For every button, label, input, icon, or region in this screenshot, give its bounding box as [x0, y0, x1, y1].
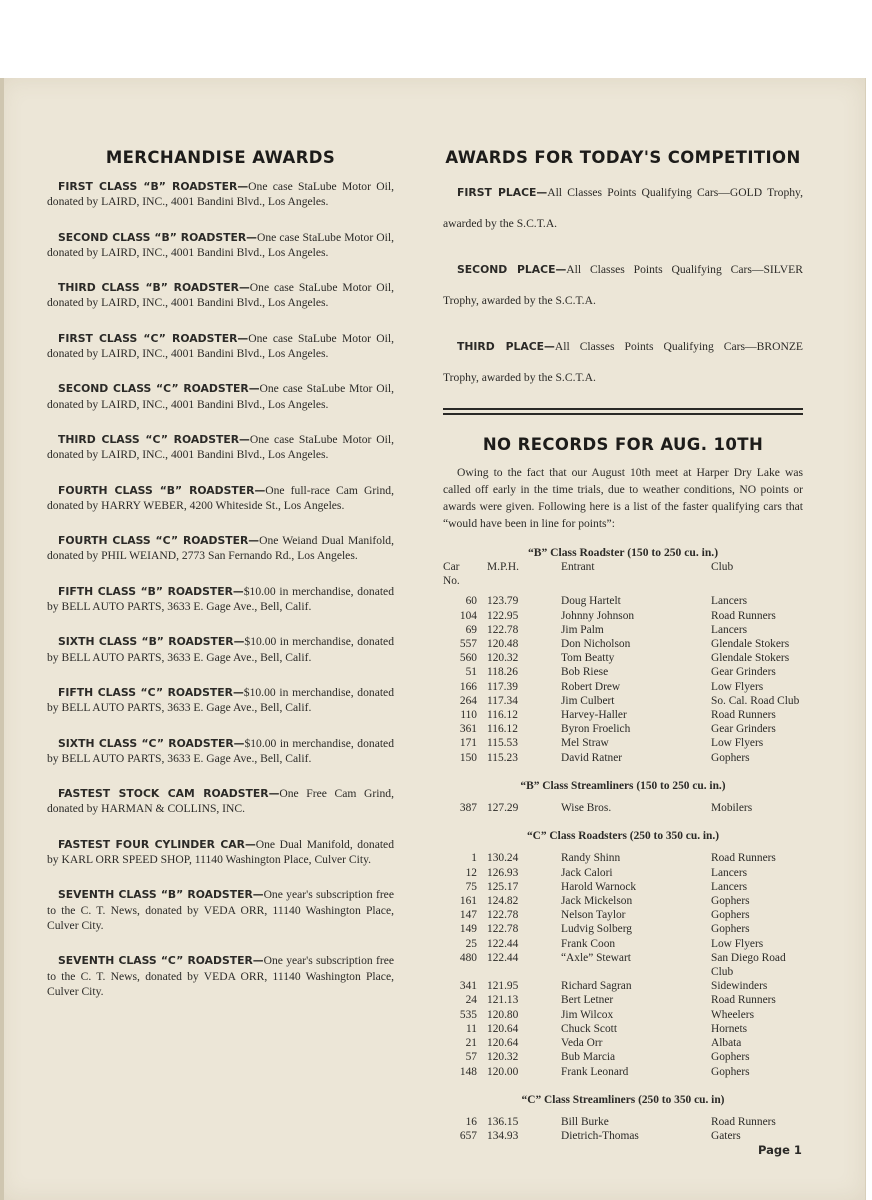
double-rule-divider	[443, 408, 803, 415]
award-entry	[47, 381, 394, 412]
entrant-name: Jack Calori	[561, 866, 613, 879]
car-number: 341	[459, 980, 477, 993]
car-number: 147	[459, 909, 477, 922]
award-entry	[47, 786, 394, 817]
table-row	[443, 937, 803, 951]
mph-value: 122.78	[487, 909, 519, 922]
award-title: FIFTH CLASS “B” ROADSTER—	[58, 584, 244, 598]
club-name: Gear Grinders	[711, 666, 776, 679]
entrant-name: Harold Warnock	[561, 880, 637, 893]
award-title: SIXTH CLASS “B” ROADSTER—	[58, 635, 245, 649]
award-title: SEVENTH CLASS “C” ROADSTER—	[58, 954, 264, 968]
award-description: One Dual Manifold, donated by KARL ORR SPEED SHOP, 11140 Washington Place, Culver City.	[47, 837, 395, 867]
records-intro: Owing to the fact that our August 10th meet at Harper Dry Lake was called off early in the time trials, due to weather conditions, NO points or awards were given. Following here is a list of the faster qualifying cars that “would have been in line for points”:	[443, 466, 803, 530]
entrant-name: Frank Leonard	[561, 1065, 629, 1078]
club-name: Lancers	[711, 595, 748, 608]
mph-value: 120.48	[487, 638, 519, 651]
col-header-club: Club	[711, 561, 734, 573]
club-name: Mobilers	[711, 802, 753, 815]
entrant-name: Bill Burke	[561, 1115, 609, 1128]
award-title: SIXTH CLASS “C” ROADSTER—	[58, 736, 245, 750]
club-name: Glendale Stokers	[711, 638, 790, 651]
car-number: 110	[460, 709, 477, 722]
club-name: Road Runners	[711, 1115, 776, 1128]
award-entry	[47, 331, 394, 362]
club-name: So. Cal. Road Club	[711, 694, 800, 707]
table-row	[443, 680, 803, 694]
car-number: 560	[459, 652, 477, 665]
table-row	[443, 665, 803, 679]
car-number: 75	[465, 880, 477, 893]
table-row	[443, 801, 803, 815]
car-number: 361	[459, 723, 477, 736]
award-title: FIRST PLACE—	[457, 186, 548, 199]
mph-value: 120.64	[487, 1037, 519, 1050]
table-row	[443, 908, 803, 922]
car-number: 161	[459, 895, 477, 908]
car-number: 51	[465, 666, 477, 679]
entrant-name: Veda Orr	[561, 1037, 603, 1050]
club-name: Road Runners	[711, 709, 776, 722]
entrant-name: Harvey-Haller	[561, 709, 627, 722]
club-name: Gophers	[711, 751, 750, 764]
mph-value: 127.29	[487, 802, 519, 815]
award-entry	[47, 634, 394, 665]
award-entry	[47, 230, 394, 261]
entrant-name: Tom Beatty	[561, 652, 615, 665]
table-row	[443, 594, 803, 608]
table-row	[443, 894, 803, 908]
col-header-car: Car	[443, 561, 460, 573]
award-entry	[47, 837, 394, 868]
section-title-row	[443, 1079, 803, 1115]
table-row	[443, 1050, 803, 1064]
car-number: 1	[471, 852, 477, 865]
award-description: One Weiand Dual Manifold, donated by PHIL WEIAND, 2773 San Fernando Rd., Los Angeles.	[47, 534, 394, 563]
award-entry	[47, 953, 394, 999]
mph-value: 126.93	[487, 866, 519, 879]
car-number: 104	[459, 609, 477, 622]
club-name: Glendale Stokers	[711, 652, 790, 665]
car-number: 60	[465, 595, 477, 608]
award-description: All Classes Points Qualifying Cars—BRONZE Trophy, awarded by the S.C.T.A.	[443, 340, 804, 384]
table-row	[443, 736, 803, 750]
table-row	[443, 722, 803, 736]
car-number: 24	[465, 994, 477, 1007]
car-number: 25	[465, 937, 477, 950]
entrant-name: Jim Wilcox	[561, 1008, 614, 1021]
table-header-row	[443, 560, 803, 594]
mph-value: 130.24	[487, 852, 519, 865]
mph-value: 118.26	[487, 666, 518, 679]
competition-awards-heading: AWARDS FOR TODAY'S COMPETITION	[445, 148, 801, 167]
award-entry	[47, 533, 394, 564]
table-row	[443, 751, 803, 765]
entrant-name: Byron Froelich	[561, 723, 631, 736]
club-name: Gaters	[711, 1130, 741, 1143]
mph-value: 120.00	[487, 1065, 519, 1078]
merchandise-awards-list	[47, 179, 394, 999]
award-entry	[443, 254, 803, 316]
car-number: 657	[459, 1130, 477, 1143]
merchandise-awards-column	[47, 148, 394, 1019]
entrant-name: David Ratner	[561, 751, 623, 764]
award-title: THIRD CLASS “B” ROADSTER—	[58, 281, 250, 295]
entrant-name: “Axle” Stewart	[561, 951, 631, 964]
club-name: Road Runners	[711, 852, 776, 865]
award-entry	[47, 280, 394, 311]
table-row	[443, 866, 803, 880]
award-description: One year's subscription free to the C. T. News, donated by VEDA ORR, 11140 Washington Place, Culver City.	[47, 954, 394, 998]
award-title: FIRST CLASS “C” ROADSTER—	[58, 331, 249, 345]
mph-value: 123.79	[487, 595, 519, 608]
table-row	[443, 1036, 803, 1050]
club-name: Gophers	[711, 1051, 750, 1064]
award-description: $10.00 in merchandise, donated by BELL AUTO PARTS, 3633 E. Gage Ave., Bell, Calif.	[47, 685, 394, 715]
car-number: 57	[465, 1051, 477, 1064]
award-title: THIRD PLACE—	[457, 340, 555, 353]
mph-value: 122.44	[487, 937, 519, 950]
merchandise-awards-heading: MERCHANDISE AWARDS	[105, 148, 336, 167]
club-name: Low Flyers	[711, 937, 764, 950]
entrant-name: Frank Coon	[561, 937, 616, 950]
club-name: Wheelers	[711, 1008, 755, 1021]
mph-value: 120.64	[487, 1022, 519, 1035]
award-entry	[47, 685, 394, 716]
mph-value: 117.34	[487, 694, 518, 707]
mph-value: 115.23	[487, 751, 518, 764]
entrant-name: Doug Hartelt	[561, 595, 621, 608]
col-header-car-no	[443, 560, 485, 594]
table-row	[443, 651, 803, 665]
award-entry	[443, 177, 803, 239]
award-title: FASTEST FOUR CYLINDER CAR—	[58, 837, 256, 851]
club-name: Lancers	[711, 623, 748, 636]
entrant-name: Chuck Scott	[561, 1022, 618, 1035]
award-description: One year's subscription free to the C. T. News, donated by VEDA ORR, 11140 Washington Place, Culver City.	[47, 888, 394, 932]
award-entry	[47, 736, 394, 767]
award-title: FOURTH CLASS “C” ROADSTER—	[58, 534, 260, 548]
award-title: SECOND CLASS “B” ROADSTER—	[58, 230, 257, 244]
section-title: “C” Class Roadsters (250 to 350 cu. in.)	[526, 830, 720, 843]
mph-value: 136.15	[487, 1115, 519, 1128]
award-description: $10.00 in merchandise, donated by BELL AUTO PARTS, 3633 E. Gage Ave., Bell, Calif.	[47, 635, 394, 664]
entrant-name: Robert Drew	[561, 680, 621, 693]
award-description: One case StaLube Motor Oil, donated by LAIRD, INC., 4001 Bandini Blvd., Los Angeles.	[47, 432, 395, 462]
mph-value: 124.82	[487, 895, 519, 908]
competition-awards-list	[443, 177, 803, 393]
entrant-name: Bub Marcia	[561, 1051, 616, 1064]
car-number: 21	[465, 1037, 477, 1050]
car-number: 11	[466, 1022, 477, 1035]
award-title: SECOND CLASS “C” ROADSTER—	[58, 382, 260, 396]
mph-value: 120.80	[487, 1008, 519, 1021]
entrant-name: Ludvig Solberg	[561, 923, 632, 936]
club-name: Gophers	[711, 895, 750, 908]
club-name: Lancers	[711, 880, 748, 893]
award-title: SECOND PLACE—	[457, 263, 567, 276]
table-row	[443, 609, 803, 623]
col-header-mph: M.P.H.	[487, 561, 519, 573]
table-row	[443, 694, 803, 708]
award-entry	[47, 887, 394, 933]
page-number: Page 1	[758, 1143, 802, 1157]
col-header-entrant: Entrant	[561, 561, 595, 573]
car-number: 12	[465, 866, 477, 879]
club-name: Gophers	[711, 909, 750, 922]
car-number: 480	[459, 951, 477, 964]
table-row	[443, 993, 803, 1007]
car-number: 535	[459, 1008, 477, 1021]
mph-value: 120.32	[487, 1051, 519, 1064]
entrant-name: Mel Straw	[561, 737, 609, 750]
club-name: Road Runners	[711, 994, 776, 1007]
entrant-name: Bert Letner	[561, 994, 614, 1007]
qualifying-results-table	[443, 560, 803, 1143]
entrant-name: Richard Sagran	[561, 980, 632, 993]
car-number: 69	[465, 623, 477, 636]
award-entry	[47, 179, 394, 210]
table-row	[443, 1022, 803, 1036]
award-title: FIRST CLASS “B” ROADSTER—	[58, 180, 249, 193]
car-number: 149	[459, 923, 477, 936]
award-description: One case StaLube Motor Oil, donated by LAIRD, INC., 4001 Bandini Blvd., Los Angeles.	[47, 180, 394, 209]
car-number: 148	[459, 1065, 477, 1078]
award-title: FOURTH CLASS “B” ROADSTER—	[58, 483, 266, 497]
table-row	[443, 637, 803, 651]
table-row	[443, 623, 803, 637]
table-row	[443, 922, 803, 936]
car-number: 150	[459, 751, 477, 764]
entrant-name: Nelson Taylor	[561, 909, 626, 922]
car-number: 16	[465, 1115, 477, 1128]
club-name: Lancers	[711, 866, 748, 879]
award-title: FASTEST STOCK CAM ROADSTER—	[58, 787, 280, 801]
mph-value: 125.17	[487, 880, 519, 893]
mph-value: 115.53	[487, 737, 518, 750]
mph-value: 122.95	[487, 609, 519, 622]
entrant-name: Johnny Johnson	[561, 609, 635, 622]
section-title: “B” Class Streamliners (150 to 250 cu. in.)	[520, 779, 726, 792]
award-description: One case StaLube Motor Oil, donated by LAIRD, INC., 4001 Bandini Blvd., Los Angeles.	[47, 331, 394, 361]
club-name: Albata	[711, 1037, 742, 1050]
award-description: $10.00 in merchandise, donated by BELL AUTO PARTS, 3633 E. Gage Ave., Bell, Calif.	[47, 736, 394, 765]
table-row	[443, 851, 803, 865]
award-title: THIRD CLASS “C” ROADSTER—	[58, 432, 250, 446]
section-title-b-roadster: “B” Class Roadster (150 to 250 cu. in.)	[527, 546, 719, 559]
award-title: SEVENTH CLASS “B” ROADSTER—	[58, 888, 264, 902]
mph-value: 116.12	[487, 709, 518, 722]
mph-value: 117.39	[487, 680, 518, 693]
club-name: Gear Grinders	[711, 723, 776, 736]
club-name: Hornets	[711, 1022, 748, 1035]
mph-value: 116.12	[487, 723, 518, 736]
table-row	[443, 1008, 803, 1022]
award-description: All Classes Points Qualifying Cars—GOLD Trophy, awarded by the S.C.T.A.	[443, 186, 803, 230]
car-number: 387	[459, 802, 477, 815]
section-title-row	[443, 765, 803, 801]
table-row	[443, 979, 803, 993]
award-entry	[47, 584, 394, 615]
records-heading: NO RECORDS FOR AUG. 10TH	[482, 435, 764, 454]
table-row	[443, 951, 803, 979]
entrant-name: Wise Bros.	[561, 802, 612, 815]
entrant-name: Dietrich-Thomas	[561, 1130, 639, 1143]
section-title-row	[443, 815, 803, 851]
table-row	[443, 1065, 803, 1079]
car-number: 171	[459, 737, 477, 750]
entrant-name: Bob Riese	[561, 666, 609, 679]
mph-value: 121.13	[487, 994, 519, 1007]
award-description: One case StaLube Motor Oil, donated by LAIRD, INC., 4001 Bandini Blvd., Los Angeles.	[47, 281, 394, 310]
club-name: Gophers	[711, 923, 750, 936]
section-title: “C” Class Streamliners (250 to 350 cu. in)	[521, 1093, 725, 1106]
mph-value: 122.78	[487, 623, 519, 636]
mph-value: 122.78	[487, 923, 519, 936]
award-entry	[47, 432, 394, 463]
mph-value: 122.44	[487, 951, 519, 964]
entrant-name: Don Nicholson	[561, 638, 631, 651]
club-name: Road Runners	[711, 609, 776, 622]
entrant-name: Jack Mickelson	[561, 895, 633, 908]
award-description: One case StaLube Motor Oil, donated by LAIRD, INC., 4001 Bandini Blvd., Los Angeles.	[47, 230, 395, 259]
entrant-name: Jim Culbert	[561, 694, 615, 707]
award-entry	[47, 483, 394, 514]
mph-value: 121.95	[487, 980, 519, 993]
table-row	[443, 880, 803, 894]
award-description: One Free Cam Grind, donated by HARMAN & COLLINS, INC.	[47, 787, 394, 816]
club-name: Sidewinders	[711, 980, 768, 993]
award-description: All Classes Points Qualifying Cars—SILVER Trophy, awarded by the S.C.T.A.	[443, 263, 803, 307]
award-description: One full-race Cam Grind, donated by HARRY WEBER, 4200 Whiteside St., Los Angeles.	[47, 483, 394, 512]
entrant-name: Jim Palm	[561, 623, 604, 636]
club-name: San Diego Road Club	[711, 951, 786, 979]
table-row	[443, 708, 803, 722]
col-header-no: No.	[443, 575, 460, 588]
car-number: 166	[459, 680, 477, 693]
entrant-name: Randy Shinn	[561, 852, 621, 865]
mph-value: 120.32	[487, 652, 519, 665]
award-description: One case StaLube Mtor Oil, donated by LAIRD, INC., 4001 Bandini Blvd., Los Angeles.	[47, 382, 394, 411]
award-entry	[443, 331, 803, 393]
table-row	[443, 1129, 803, 1143]
car-number: 557	[459, 638, 477, 651]
award-description: $10.00 in merchandise, donated by BELL AUTO PARTS, 3633 E. Gage Ave., Bell, Calif.	[47, 584, 394, 614]
mph-value: 134.93	[487, 1130, 519, 1143]
award-title: FIFTH CLASS “C” ROADSTER—	[58, 685, 244, 699]
club-name: Low Flyers	[711, 680, 764, 693]
car-number: 264	[459, 694, 477, 707]
table-row	[443, 1115, 803, 1129]
club-name: Low Flyers	[711, 737, 764, 750]
competition-column	[443, 148, 803, 1143]
club-name: Gophers	[711, 1065, 750, 1078]
